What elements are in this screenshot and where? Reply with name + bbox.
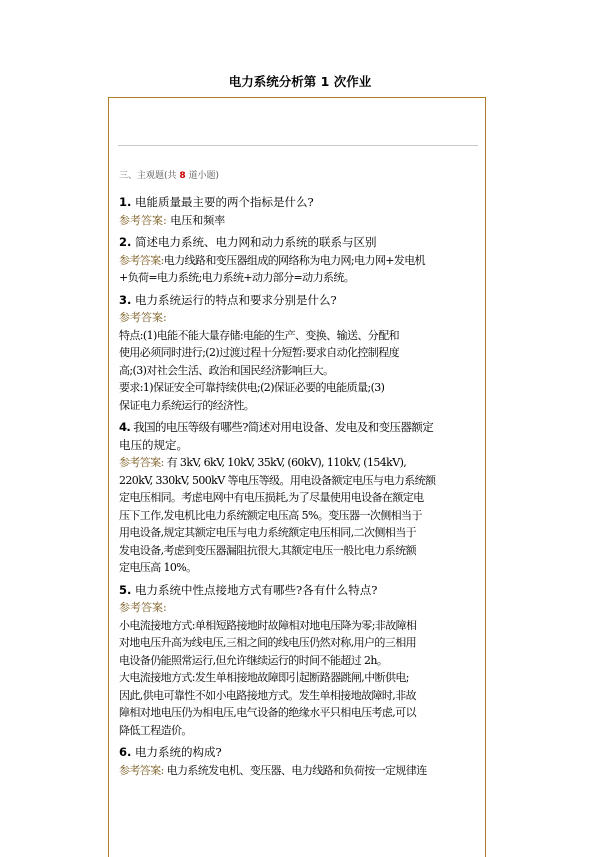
- answer-5-line: 大电流接地方式:发生单相接地故障即引起断路器跳闸,中断供电;: [119, 671, 409, 684]
- question-item-4: [119, 419, 479, 577]
- question-1: [119, 194, 479, 212]
- question-number: 2.: [119, 235, 132, 249]
- question-3: [119, 292, 479, 310]
- question-count: 8: [179, 171, 186, 181]
- answer-label-line: [119, 599, 479, 617]
- answer-label: 参考答案:: [119, 213, 167, 227]
- question-number: 5.: [119, 582, 132, 597]
- question-item-5: [119, 582, 479, 740]
- answer-2-line: +负荷=电力系统;电力系统+动力部分=动力系统。: [119, 271, 355, 284]
- section-heading: [119, 168, 479, 181]
- answer-4-line: 220kV, 330kV, 500kV 等电压等级。用电设备额定电压与电力系统额: [119, 473, 436, 487]
- question-item-2: [119, 234, 479, 287]
- answer-5-line: 对地电压升高为线电压,三相之间的线电压仍然对称,用户的三相用: [119, 636, 416, 649]
- answer-1: [119, 212, 479, 230]
- question-2: [119, 234, 479, 252]
- question-list: [119, 168, 479, 784]
- question-item-3: [119, 292, 479, 415]
- section-suffix: 道小题): [185, 171, 220, 181]
- answer-4-line: 发电设备,考虑到变压器漏阻抗很大,其额定电压一般比电力系统额: [119, 543, 416, 557]
- answer-text: 电力系统发电机、变压器、电力线路和负荷按一定规律连: [166, 763, 427, 777]
- answer-3-line: 保证电力系统运行的经济性。: [119, 398, 255, 412]
- answer-5-line: 电设备仍能照常运行,但允许继续运行的时间不能超过 2h。: [119, 653, 388, 667]
- answer-5-line: 障相对地电压仍为相电压,电气设备的绝缘水平只相电压考虑,可以: [119, 706, 416, 719]
- section-prefix: 三、主观题(共: [119, 171, 180, 181]
- answer-label-line: [119, 309, 479, 327]
- question-text: 简述电力系统、电力网和动力系统的联系与区别: [135, 235, 377, 249]
- answer-4-line: 定电压高 10%。: [119, 561, 197, 574]
- question-text: 电力系统运行的特点和要求分别是什么?: [135, 292, 337, 307]
- question-number: 3.: [119, 292, 132, 307]
- question-text: 我国的电压等级有哪些?简述对用电设备、发电及和变压器额定: [133, 420, 434, 434]
- answer-2-line: [119, 252, 479, 270]
- answer-text: 电力线路和变压器组成的网络称为电力网;电力网+发电机: [163, 253, 426, 267]
- answer-3-line: 使用必须同时进行;(2)过渡过程十分短暂:要求自动化控制程度: [119, 346, 399, 359]
- answer-5-line: 小电流接地方式:单相短路接地时故障相对地电压降为零;非故障相: [119, 618, 417, 632]
- answer-4-line: 定电压相同。考虑电网中有电压损耗,为了尽量使用电设备在额定电: [119, 491, 424, 504]
- question-4: [119, 419, 479, 437]
- answer-4-line: 压下工作,发电机比电力系统额定电压高 5%。变压器一次侧相当于: [119, 508, 422, 522]
- question-text: 电能质量最主要的两个指标是什么?: [135, 195, 314, 209]
- answer-text: 有 3kV, 6kV, 10kV, 35kV, (60kV), 110kV, (154kV),: [166, 456, 407, 469]
- answer-6-line: [119, 762, 479, 780]
- answer-label: 参考答案:: [119, 763, 164, 777]
- answer-3-line: 特点:(1)电能不能大量存储:电能的生产、变换、输送、分配和: [119, 328, 399, 342]
- question-4-cont: 电压的规定。: [119, 437, 188, 452]
- answer-label: 参考答案:: [119, 456, 164, 469]
- answer-3-line: 高;(3)对社会生活、政治和国民经济影响巨大。: [119, 363, 334, 377]
- question-text: 电力系统中性点接地方式有哪些?各有什么特点?: [135, 582, 378, 597]
- answer-label: 参考答案:: [119, 311, 167, 324]
- question-number: 4.: [119, 420, 131, 434]
- answer-5-line: 因此,供电可靠性不如小电路接地方式。发生单相接地故障时,非故: [119, 688, 416, 702]
- answer-label: 参考答案:: [119, 601, 167, 614]
- document-title: 电力系统分析第 1 次作业: [228, 74, 372, 89]
- question-item-6: [119, 744, 479, 779]
- question-number: 1.: [119, 195, 132, 209]
- answer-label: 参考答案:: [119, 253, 164, 267]
- divider-line: [118, 145, 478, 146]
- question-text: 电力系统的构成?: [135, 745, 222, 759]
- answer-4-line: 用电设备,规定其额定电压与电力系统额定电压相同,二次侧相当于: [119, 526, 416, 539]
- answer-text: 电压和频率: [170, 213, 226, 227]
- question-5: [119, 582, 479, 600]
- answer-3-line: 要求:1)保证安全可靠持续供电;(2)保证必要的电能质量;(3): [119, 381, 385, 394]
- answer-5-line: 降低工程造价。: [119, 723, 192, 737]
- answer-4-line: [119, 454, 479, 472]
- question-6: [119, 744, 479, 762]
- question-item-1: [119, 194, 479, 229]
- question-number: 6.: [119, 745, 132, 759]
